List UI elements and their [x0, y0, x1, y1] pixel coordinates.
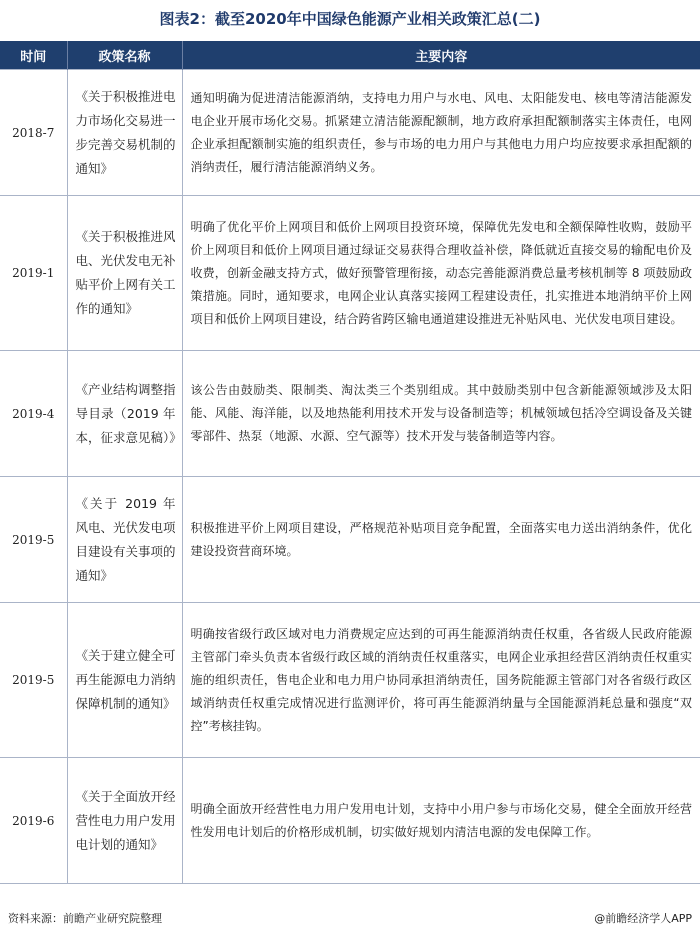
table-row: [0, 351, 700, 477]
brand-credit: @前瞻经济学人APP: [594, 912, 692, 925]
table-header-row: [0, 41, 700, 70]
row-time: 2019-5: [0, 477, 67, 603]
row-time: 2019-6: [0, 758, 67, 884]
row-policy-name: 《关于全面放开经营性电力用户发用电计划的通知》: [67, 758, 182, 884]
page-title: 图表2：截至2020年中国绿色能源产业相关政策汇总(二): [159, 10, 541, 28]
policy-table: [0, 41, 700, 884]
row-content: 明确了优化平价上网项目和低价上网项目投资环境，保障优先发电和全额保障性收购，鼓励平价上网项目和低价上网项目通过绿证交易获得合理收益补偿，降低就近直接交易的输配电价及收费，创新金融支持方式，做好预警管理衔接，动态完善能源消费总量考核机制等 8 项鼓励政策措施。同时，通知要求，电网企业认真落实接网工程建设责任，扎实推进本地消纳平价上网项目和低价上网项目建设，结合跨省跨区输电通道建设推进无补贴风电、光伏发电项目建设。: [182, 196, 700, 351]
table-row: [0, 70, 700, 196]
row-policy-name: 《关于积极推进风电、光伏发电无补贴平价上网有关工作的通知》: [67, 196, 182, 351]
row-policy-name: 《关于 2019 年风电、光伏发电项目建设有关事项的通知》: [67, 477, 182, 603]
source-note: 资料来源：前瞻产业研究院整理: [8, 912, 162, 925]
row-content: 该公告由鼓励类、限制类、淘汰类三个类别组成。其中鼓励类别中包含新能源领域涉及太阳能、风能、海洋能，以及地热能利用技术开发与设备制造等；机械领域包括冷空调设备及关键零部件、热泵（地源、水源、空气源等）技术开发与装备制造等内容。: [182, 351, 700, 477]
row-time: 2019-4: [0, 351, 67, 477]
row-time: 2018-7: [0, 70, 67, 196]
row-time: 2019-5: [0, 603, 67, 758]
row-policy-name: 《关于积极推进电力市场化交易进一步完善交易机制的通知》: [67, 70, 182, 196]
table-row: [0, 603, 700, 758]
header-policy-name: 政策名称: [67, 41, 182, 70]
table-row: [0, 196, 700, 351]
row-content: 积极推进平价上网项目建设，严格规范补贴项目竞争配置，全面落实电力送出消纳条件，优化建设投资营商环境。: [182, 477, 700, 603]
row-content: 明确按省级行政区域对电力消费规定应达到的可再生能源消纳责任权重，各省级人民政府能源主管部门牵头负责本省级行政区域的消纳责任权重落实，电网企业承担经营区消纳责任权重实施的组织责任，售电企业和电力用户协同承担消纳责任，国务院能源主管部门对各省级行政区域消纳责任权重完成情况进行监测评价，将可再生能源消纳量与全国能源消耗总量和强度“双控”考核挂钩。: [182, 603, 700, 758]
row-time: 2019-1: [0, 196, 67, 351]
table-row: [0, 758, 700, 884]
row-policy-name: 《产业结构调整指导目录（2019 年本，征求意见稿）》: [67, 351, 182, 477]
row-content: 通知明确为促进清洁能源消纳，支持电力用户与水电、风电、太阳能发电、核电等清洁能源发电企业开展市场化交易。抓紧建立清洁能源配额制，地方政府承担配额制落实主体责任，电网企业承担配额制实施的组织责任，参与市场的电力用户与其他电力用户均应按要求承担配额的消纳责任，履行清洁能源消纳义务。: [182, 70, 700, 196]
header-time: 时间: [0, 41, 67, 70]
row-policy-name: 《关于建立健全可再生能源电力消纳保障机制的通知》: [67, 603, 182, 758]
table-row: [0, 477, 700, 603]
header-main-content: 主要内容: [182, 41, 700, 70]
row-content: 明确全面放开经营性电力用户发用电计划，支持中小用户参与市场化交易，健全全面放开经营性发用电计划后的价格形成机制，切实做好规划内清洁电源的发电保障工作。: [182, 758, 700, 884]
